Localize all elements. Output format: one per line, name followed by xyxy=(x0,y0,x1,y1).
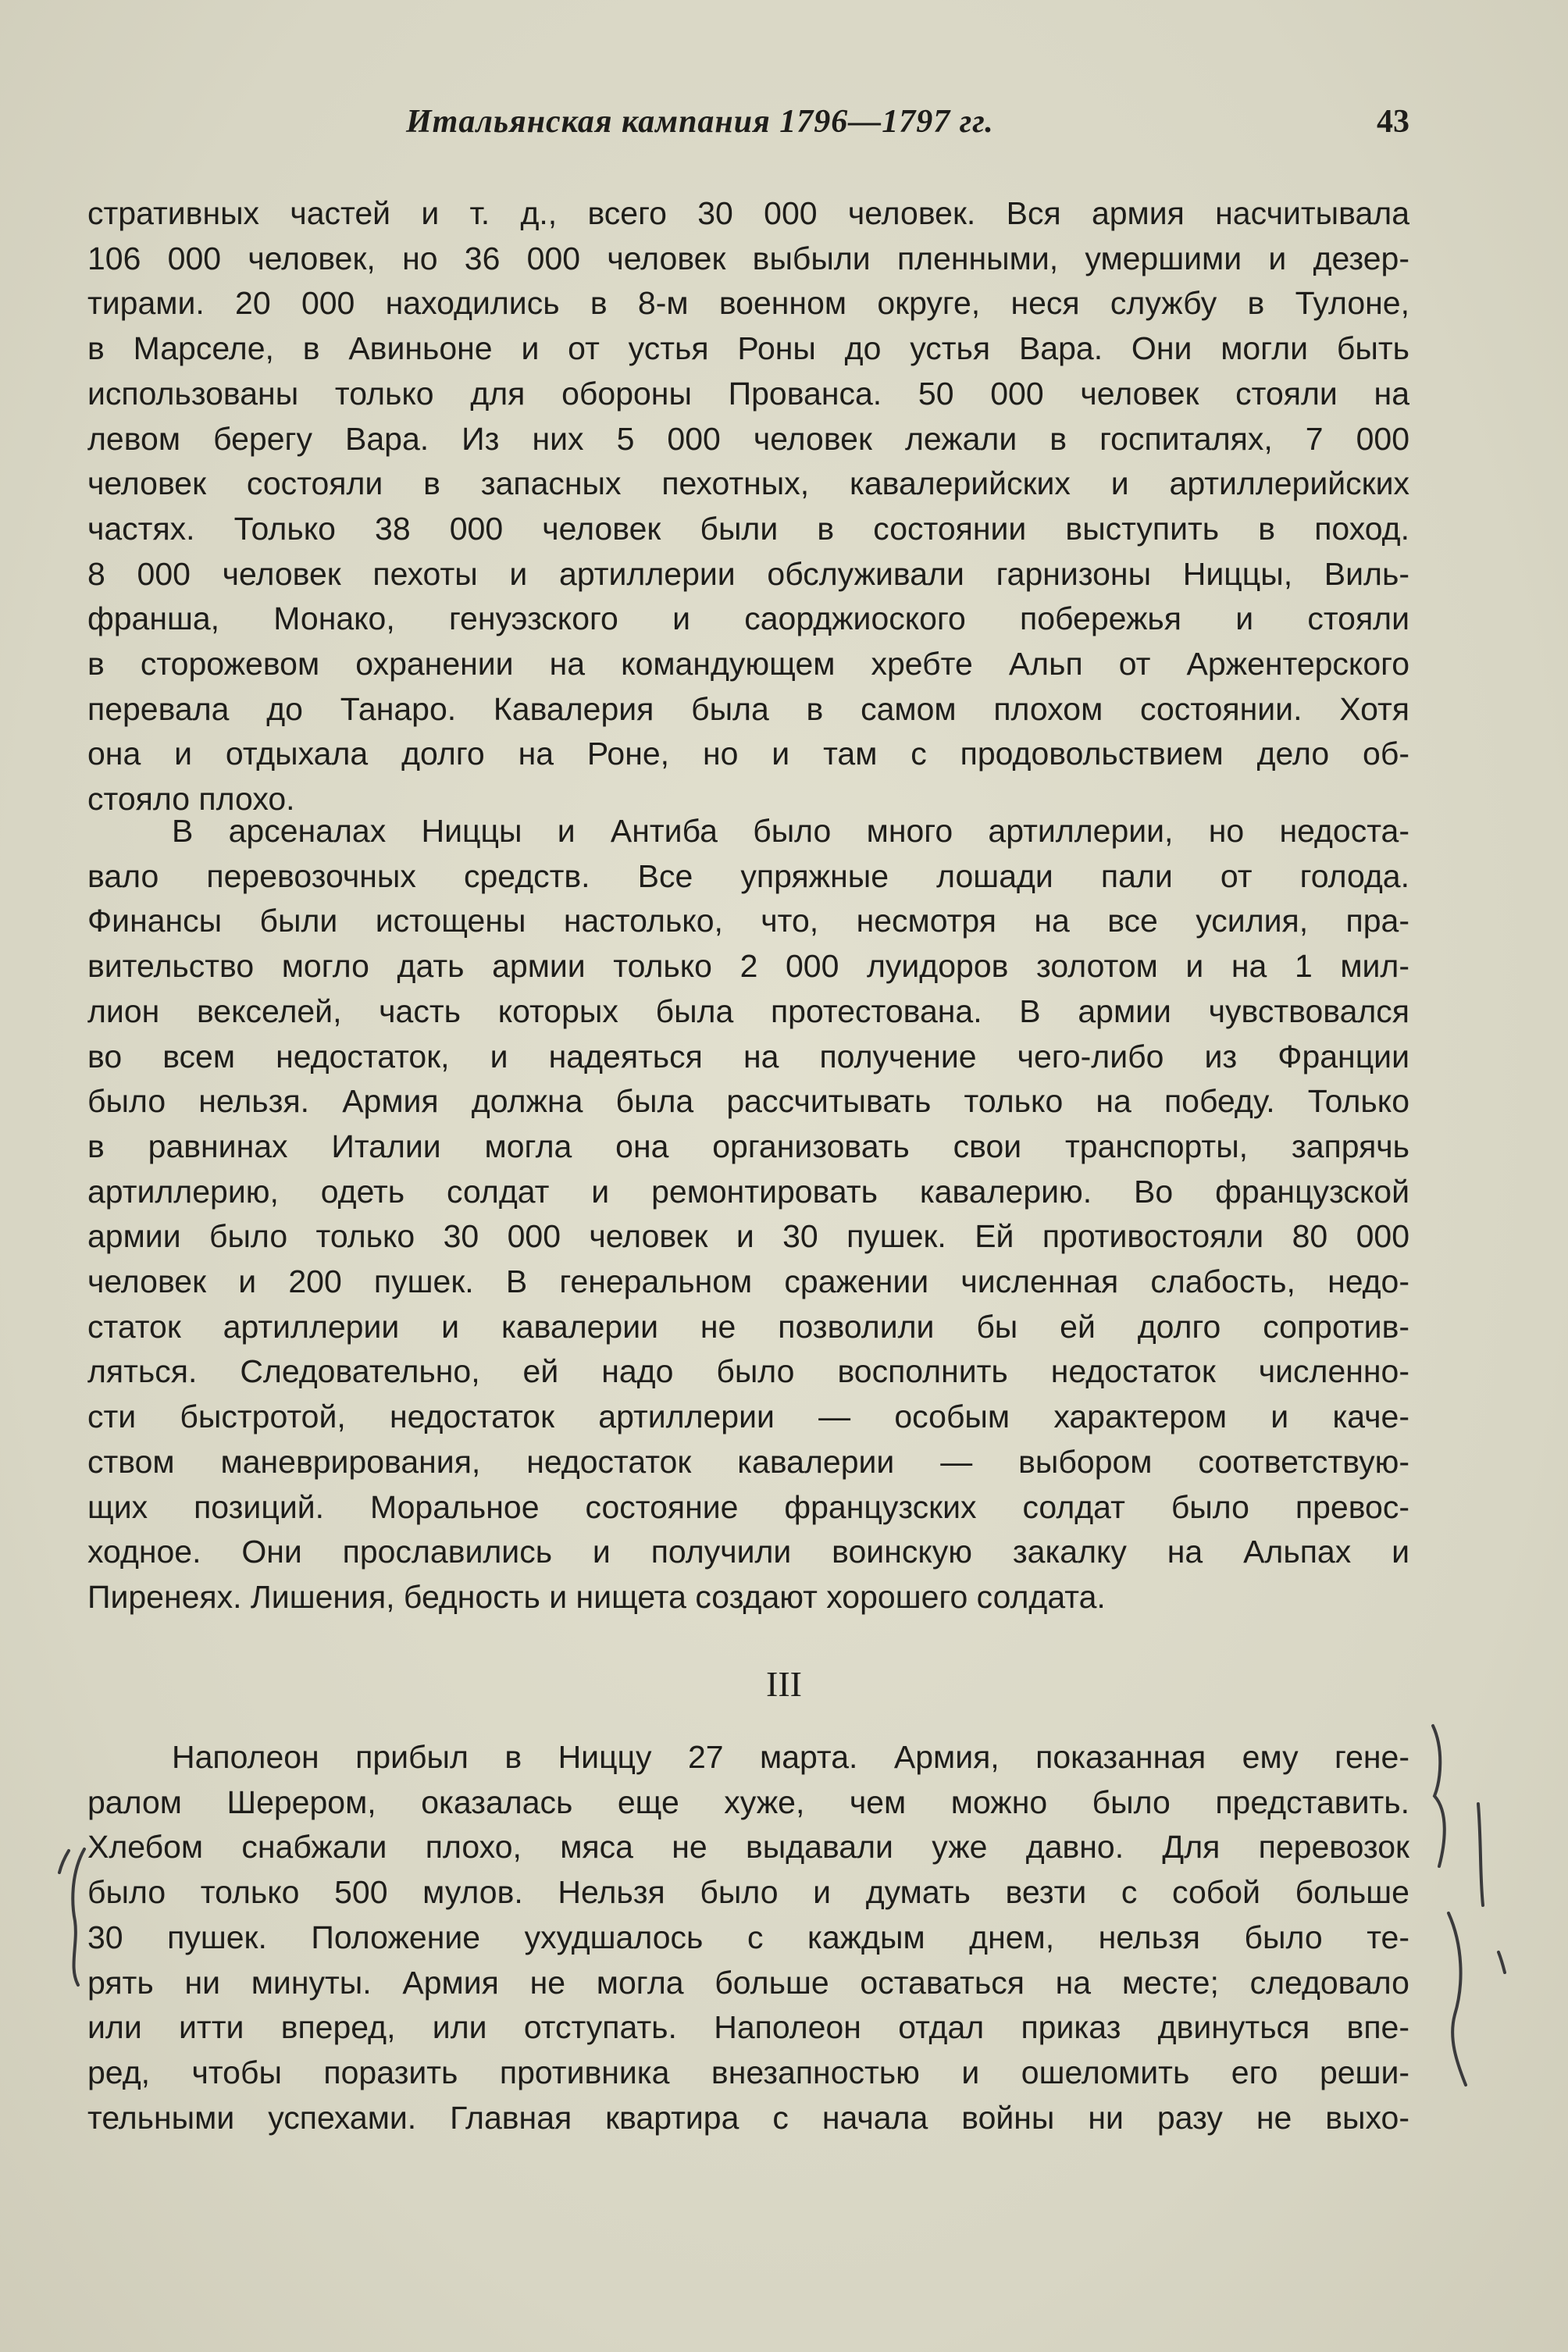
text-line: тельными успехами. Главная квартира с начала войны ни разу не выхо- xyxy=(87,2099,1409,2136)
text-line: ред, чтобы поразить противника внезапностью и ошеломить его реши- xyxy=(87,2054,1409,2090)
text-line: ходное. Они прославились и получили воинскую закалку на Альпах и xyxy=(87,1534,1409,1570)
text-line: было нельзя. Армия должна была рассчитывать только на победу. Только xyxy=(87,1083,1409,1120)
text-line: армии было только 30 000 человек и 30 пушек. Ей противостояли 80 000 xyxy=(87,1218,1409,1255)
paragraph-2 xyxy=(87,809,1409,1620)
text-line: человек состояли в запасных пехотных, кавалерийских и артиллерийских xyxy=(87,465,1409,502)
text-line: или итти вперед, или отступать. Наполеон отдал приказ двинуться впе- xyxy=(87,2009,1409,2046)
text-line: стративных частей и т. д., всего 30 000 человек. Вся армия насчитывала xyxy=(87,195,1409,231)
text-line: франша, Монако, генуэзского и саорджиоского побережья и стояли xyxy=(87,600,1409,637)
running-head-title: Итальянская кампания 1796—1797 гг. xyxy=(406,104,994,140)
text-line: В арсеналах Ниццы и Антиба было много артиллерии, но недоста- xyxy=(172,813,1409,849)
text-line: частях. Только 38 000 человек были в состоянии выступить в поход. xyxy=(87,510,1409,547)
text-line: вало перевозочных средств. Все упряжные лошади пали от голода. xyxy=(87,857,1409,894)
section-heading: III xyxy=(766,1664,802,1704)
text-line: Наполеон прибыл в Ниццу 27 марта. Армия, показанная ему гене- xyxy=(172,1739,1409,1775)
text-line: 30 пушек. Положение ухудшалось с каждым днем, нельзя было те- xyxy=(87,1919,1409,1955)
text-line: вительство могло дать армии только 2 000 луидоров золотом и на 1 мил- xyxy=(87,948,1409,985)
text-line: тирами. 20 000 находились в 8-м военном округе, неся службу в Тулоне, xyxy=(87,285,1409,322)
text-line: сти быстротой, недостаток артиллерии — особым характером и каче- xyxy=(87,1399,1409,1435)
text-line: перевала до Танаро. Кавалерия была в самом плохом состоянии. Хотя xyxy=(87,690,1409,727)
running-head xyxy=(406,103,1409,150)
text-line: Пиренеях. Лишения, бедность и нищета создают хорошего солдата. xyxy=(87,1578,1106,1615)
text-line: левом берегу Вара. Из них 5 000 человек лежали в госпиталях, 7 000 xyxy=(87,420,1409,457)
text-line: в равнинах Италии могла она организовать свои транспорты, запрячь xyxy=(87,1128,1409,1164)
page-number: 43 xyxy=(1377,104,1409,140)
text-line: человек и 200 пушек. В генеральном сражении численная слабость, недо- xyxy=(87,1263,1409,1300)
text-line: Финансы были истощены настолько, что, несмотря на все усилия, пра- xyxy=(87,903,1409,939)
text-line: Хлебом снабжали плохо, мяса не выдавали уже давно. Для перевозок xyxy=(87,1829,1409,1866)
text-line: лион векселей, часть которых была протестована. В армии чувствовался xyxy=(87,992,1409,1029)
text-line: рять ни минуты. Армия не могла больше оставаться на месте; следовало xyxy=(87,1964,1409,2001)
right-margin-bracket-mark xyxy=(1417,1718,1511,2108)
text-line: было только 500 мулов. Нельзя было и думать везти с собой больше xyxy=(87,1874,1409,1911)
text-line: в сторожевом охранении на командующем хребте Альп от Аржентерского xyxy=(87,646,1409,682)
text-line: она и отдыхала долго на Роне, но и там с продовольствием дело об- xyxy=(87,736,1409,772)
paragraph-1 xyxy=(87,191,1409,822)
text-line: статок артиллерии и кавалерии не позволили бы ей долго сопротив- xyxy=(87,1308,1409,1345)
text-line: ралом Шерером, оказалась еще хуже, чем можно было представить. xyxy=(87,1784,1409,1820)
text-line: 106 000 человек, но 36 000 человек выбыли пленными, умершими и дезер- xyxy=(87,240,1409,276)
text-line: артиллерию, одеть солдат и ремонтировать кавалерию. Во французской xyxy=(87,1173,1409,1210)
text-line: стояло плохо. xyxy=(87,781,295,818)
paragraph-3 xyxy=(87,1735,1409,2140)
text-line: использованы только для обороны Прованса. 50 000 человек стояли на xyxy=(87,375,1409,412)
text-line: в Марселе, в Авиньоне и от устья Роны до устья Вара. Они могли быть xyxy=(87,330,1409,367)
text-line: ством маневрирования, недостаток кавалерии — выбором соответствую- xyxy=(87,1443,1409,1480)
text-line: щих позиций. Моральное состояние французских солдат было превос- xyxy=(87,1488,1409,1525)
text-line: во всем недостаток, и надеяться на получение чего-либо из Франции xyxy=(87,1038,1409,1074)
text-line: 8 000 человек пехоты и артиллерии обслуживали гарнизоны Ниццы, Виль- xyxy=(87,555,1409,592)
text-line: ляться. Следовательно, ей надо было восполнить недостаток численно- xyxy=(87,1353,1409,1390)
